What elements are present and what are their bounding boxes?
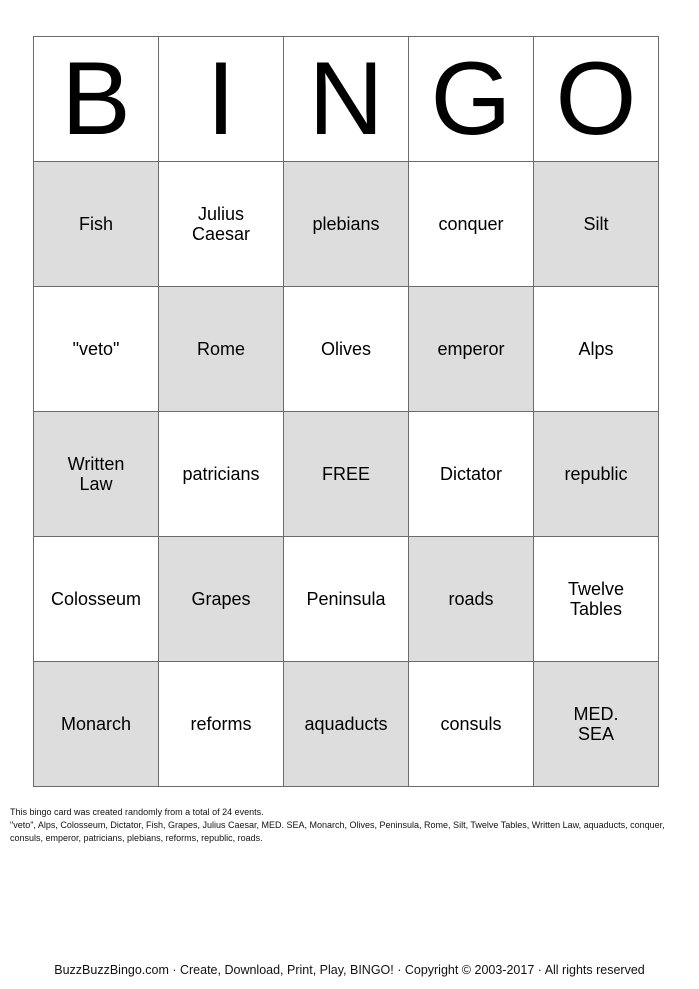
bingo-cell: Dictator	[409, 412, 534, 537]
info-event-list: "veto", Alps, Colosseum, Dictator, Fish, Grapes, Julius Caesar, MED. SEA, Monarch, Olives, Peninsula, Rome, Silt, Twelve Tables, Written Law, aquaducts, conquer, consuls, emperor, patricians, plebians, reforms, republic, roads.	[10, 820, 665, 843]
bingo-row	[34, 412, 659, 537]
bingo-cell: consuls	[409, 662, 534, 787]
bingo-cell: Julius Caesar	[159, 162, 284, 287]
bingo-cell: MED. SEA	[534, 662, 659, 787]
header-letter-o: O	[534, 37, 659, 162]
bingo-cell: plebians	[284, 162, 409, 287]
footer-copyright: BuzzBuzzBingo.com · Create, Download, Print, Play, BINGO! · Copyright © 2003-2017 · All rights reserved	[54, 963, 645, 977]
bingo-cell: Grapes	[159, 537, 284, 662]
info-summary: This bingo card was created randomly from a total of 24 events.	[10, 807, 264, 817]
bingo-cell: patricians	[159, 412, 284, 537]
free-space-cell: FREE	[284, 412, 409, 537]
bingo-cell: Olives	[284, 287, 409, 412]
bingo-row	[34, 162, 659, 287]
bingo-cell: roads	[409, 537, 534, 662]
bingo-row	[34, 537, 659, 662]
bingo-card	[33, 36, 659, 787]
header-letter-n: N	[284, 37, 409, 162]
header-letter-i: I	[159, 37, 284, 162]
bingo-cell: Rome	[159, 287, 284, 412]
bingo-cell: Twelve Tables	[534, 537, 659, 662]
bingo-cell: emperor	[409, 287, 534, 412]
bingo-cell: Alps	[534, 287, 659, 412]
bingo-cell: Colosseum	[34, 537, 159, 662]
bingo-cell: Fish	[34, 162, 159, 287]
bingo-cell: "veto"	[34, 287, 159, 412]
bingo-cell: republic	[534, 412, 659, 537]
card-info	[10, 806, 690, 845]
header-letter-b: B	[34, 37, 159, 162]
header-row	[34, 37, 659, 162]
bingo-cell: Monarch	[34, 662, 159, 787]
header-letter-g: G	[409, 37, 534, 162]
bingo-cell: Silt	[534, 162, 659, 287]
bingo-row	[34, 662, 659, 787]
bingo-cell: reforms	[159, 662, 284, 787]
bingo-cell: aquaducts	[284, 662, 409, 787]
bingo-cell: Written Law	[34, 412, 159, 537]
bingo-cell: Peninsula	[284, 537, 409, 662]
bingo-row	[34, 287, 659, 412]
bingo-cell: conquer	[409, 162, 534, 287]
